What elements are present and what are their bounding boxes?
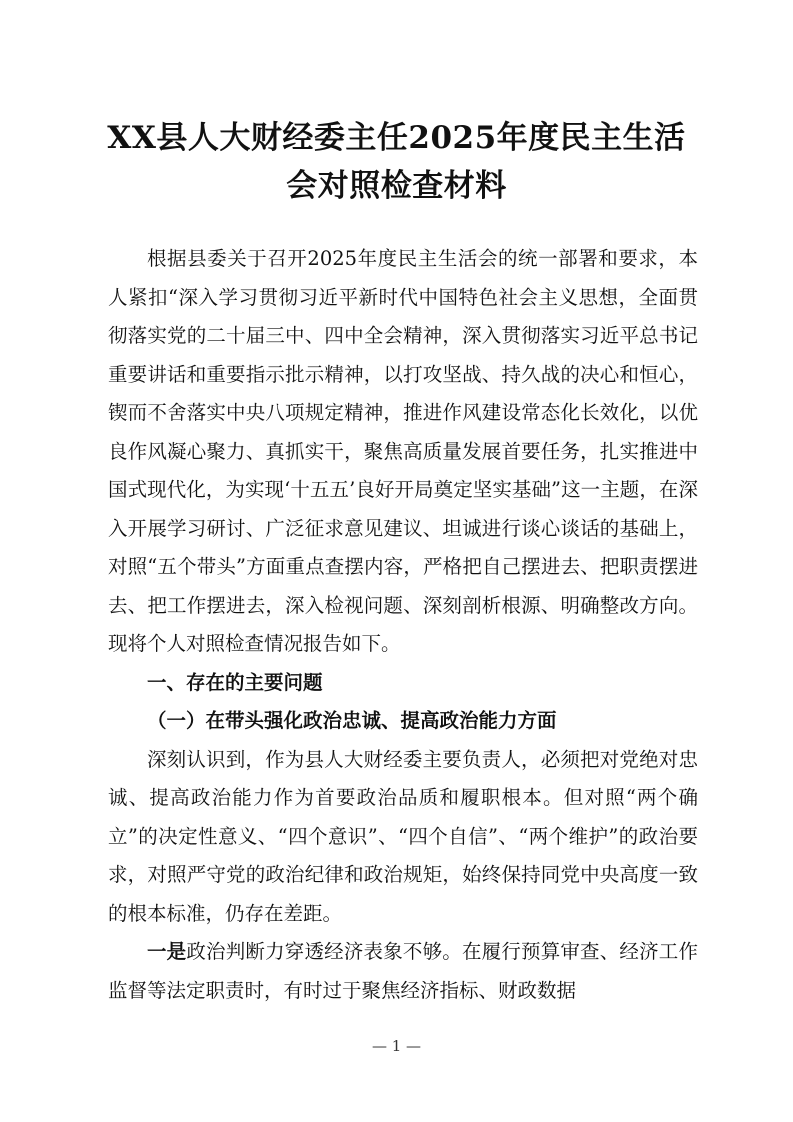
point-1-paragraph bbox=[108, 933, 698, 1010]
document-title bbox=[60, 114, 733, 210]
title-line-1: XX县人大财经委主任2025年度民主生活 bbox=[107, 120, 686, 156]
subsection-1-paragraph: 深刻认识到，作为县人大财经委主要负责人，必须把对党绝对忠诚、提高政治能力作为首要政治品质和履职根本。但对照“两个确立”的决定性意义、“四个意识”、“四个自信”、“两个维护”的政治要求，对照严守党的政治纪律和政治规矩，始终保持同党中央高度一致的根本标准，仍存在差距。 bbox=[108, 747, 698, 925]
intro-paragraph: 根据县委关于召开2025年度民主生活会的统一部署和要求，本人紧扣“深入学习贯彻习近平新时代中国特色社会主义思想，全面贯彻落实党的二十届三中、四中全会精神，深入贯彻落实习近平总书记重要讲话和重要指示批示精神，以打攻坚战、持久战的决心和恒心，锲而不舍落实中央八项规定精神，推进作风建设常态化长效化，以优良作风凝心聚力、真抓实干，聚焦高质量发展首要任务，扎实推进中国式现代化，为实现‘十五五’良好开局奠定坚实基础”这一主题，在深入开展学习研讨、广泛征求意见建议、坦诚进行谈心谈话的基础上，对照“五个带头”方面重点查摆内容，严格把自己摆进去、把职责摆进去、把工作摆进去，深入检视问题、深刻剖析根源、明确整改方向。现将个人对照检查情况报告如下。 bbox=[108, 247, 698, 655]
page-number: — 1 — bbox=[371, 1037, 422, 1055]
point-1-text: 政治判断力穿透经济表象不够。在履行预算审查、经济工作监督等法定职责时，有时过于聚焦经济指标、财政数据 bbox=[108, 940, 698, 1002]
point-1-lead: 一是 bbox=[147, 940, 187, 963]
subsection-1-heading: （一）在带头强化政治忠诚、提高政治能力方面 bbox=[147, 709, 557, 732]
title-line-2: 会对照检查材料 bbox=[286, 168, 507, 204]
document-body bbox=[108, 240, 698, 1010]
section-1-heading: 一、存在的主要问题 bbox=[147, 670, 323, 694]
